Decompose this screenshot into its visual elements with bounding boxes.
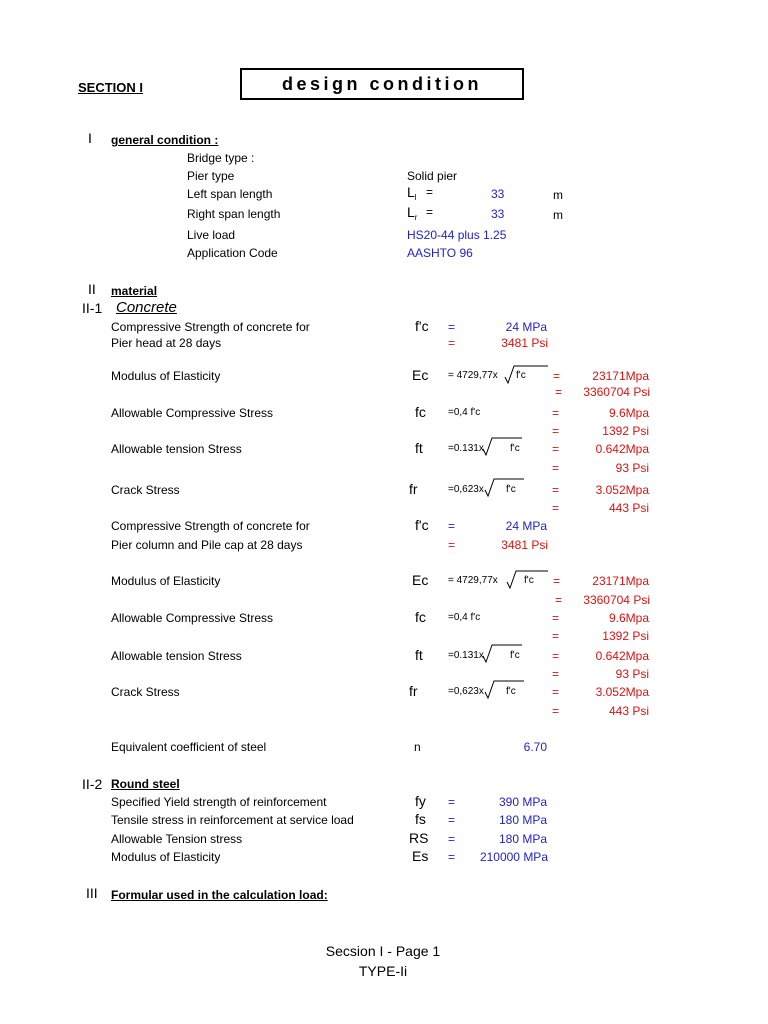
b2-ec-value-mpa: 23171Mpa [592,574,649,588]
b1-acs-formula: =0,4 f'c [448,407,481,418]
section-roman-3: III [86,885,98,901]
page-title: design condition [240,68,524,100]
b1-ats-value-psi: 93 Psi [615,461,649,475]
b2-fc-value-psi: 3481 Psi [501,538,548,552]
b2-fc-eq-1: = [448,519,456,533]
rs-value: 180 MPa [498,832,547,846]
b1-ats-eq-1: = [552,442,560,456]
b2-acs-label: Allowable Compressive Stress [111,611,274,625]
right-span-label: Right span length [187,207,281,221]
b1-ats-label: Allowable tension Stress [111,442,242,456]
b1-fc-symbol: f'c [415,318,429,334]
section-label: SECTION I [78,80,144,95]
left-span-unit: m [553,188,563,202]
left-span-label: Left span length [187,187,273,201]
b2-acs-eq-1: = [552,611,560,625]
b2-ats-label: Allowable tension Stress [111,649,242,663]
left-span-value: 33 [491,187,505,201]
b1-cs-sqrt-icon [484,477,524,499]
rs-label: Allowable Tension stress [111,832,243,846]
fs-symbol: fs [415,811,426,827]
b1-fc-label-1: Compressive Strength of concrete for [111,320,310,334]
b2-ec-label: Modulus of Elasticity [111,574,221,588]
b2-ec-eq-1: = [553,574,561,588]
b2-ats-symbol: ft [415,647,423,663]
app-code-value: AASHTO 96 [407,246,473,260]
app-code-label: Application Code [187,246,278,260]
b1-ec-sqrt-icon [504,364,548,386]
equiv-coef-value: 6.70 [523,740,547,754]
fy-symbol: fy [415,793,426,809]
b1-fc-label-2: Pier head at 28 days [111,336,222,350]
b1-acs-eq-1: = [552,406,560,420]
b1-ec-symbol: Ec [412,367,429,383]
b2-fc-label-2: Pier column and Pile cap at 28 days [111,538,303,552]
b1-cs-value-psi: 443 Psi [608,501,649,515]
equiv-coef-label: Equivalent coefficient of steel [111,740,267,754]
section-roman-2: II [88,281,96,297]
bridge-type-label: Bridge type : [187,151,255,165]
fy-value: 390 MPa [498,795,547,809]
b2-fc-symbol: f'c [415,517,429,533]
b1-fc-value-psi: 3481 Psi [501,336,548,350]
b2-acs-formula: =0,4 f'c [448,612,481,623]
live-load-value: HS20-44 plus 1.25 [407,228,507,242]
b1-cs-value-mpa: 3.052Mpa [595,483,649,497]
footer-type: TYPE-Ii [358,963,408,979]
b2-cs-formula: =0,623x [448,686,484,697]
b2-fc-eq-2: = [448,538,456,552]
b2-ec-root: f'c [524,575,534,586]
b1-ec-value-psi: 3360704 Psi [583,385,650,399]
b2-fc-label-1: Compressive Strength of concrete for [111,519,310,533]
b1-ec-eq-1: = [553,369,561,383]
material-heading: material [111,284,158,298]
rs-symbol: RS [409,830,429,846]
right-span-symbol: $L_r$ [407,204,418,222]
general-condition-heading: general condition : [111,133,219,147]
b1-cs-root: f'c [506,484,516,495]
b1-acs-eq-2: = [552,424,560,438]
b1-cs-eq-2: = [552,501,560,515]
b2-fc-value-mpa: 24 MPa [505,519,547,533]
b1-ec-eq-2: = [555,385,563,399]
es-eq: = [448,850,456,864]
b2-cs-symbol: fr [409,683,418,699]
b2-cs-label: Crack Stress [111,685,180,699]
b2-ats-root: f'c [510,650,520,661]
b1-ec-value-mpa: 23171Mpa [592,369,649,383]
b1-acs-value-mpa: 9.6Mpa [608,406,649,420]
b2-cs-value-psi: 443 Psi [608,704,649,718]
b1-ec-formula: = 4729,77x [448,370,498,381]
fs-value: 180 MPa [498,813,547,827]
b2-acs-value-mpa: 9.6Mpa [608,611,649,625]
es-label: Modulus of Elasticity [111,850,221,864]
b1-cs-formula: =0,623x [448,484,484,495]
b1-ec-label: Modulus of Elasticity [111,369,221,383]
b2-acs-value-psi: 1392 Psi [602,629,649,643]
pier-type-value: Solid pier [407,169,458,183]
left-span-symbol: $L_l$ [407,184,417,202]
subsection-number-1: II-1 [82,300,103,316]
b2-cs-sqrt-icon [484,679,524,701]
fs-label: Tensile stress in reinforcement at service load [111,813,354,827]
b1-ats-formula: =0.131x [448,443,484,454]
b1-cs-eq-1: = [552,483,560,497]
live-load-label: Live load [187,228,236,242]
b2-ats-eq-2: = [552,667,560,681]
b1-fc-value-mpa: 24 MPa [505,320,547,334]
b2-ec-formula: = 4729,77x [448,575,498,586]
footer-page: Secsion I - Page 1 [325,943,441,959]
b1-cs-symbol: fr [409,481,418,497]
b2-acs-symbol: fc [415,609,426,625]
concrete-subtitle: Concrete [116,299,177,316]
equiv-coef-symbol: n [414,740,421,754]
round-steel-subtitle: Round steel [111,777,180,791]
rs-eq: = [448,832,456,846]
right-span-eq: = [426,205,434,219]
b2-acs-eq-2: = [552,629,560,643]
b1-fc-eq-2: = [448,336,456,350]
b1-acs-label: Allowable Compressive Stress [111,406,274,420]
b1-ats-root: f'c [510,443,520,454]
b1-fc-eq-1: = [448,320,456,334]
b1-ec-root: f'c [516,370,526,381]
fy-label: Specified Yield strength of reinforcement [111,795,327,809]
b1-ats-value-mpa: 0.642Mpa [595,442,649,456]
b2-cs-eq-1: = [552,685,560,699]
b2-ec-eq-2: = [555,593,563,607]
b1-ats-symbol: ft [415,440,423,456]
b2-ats-eq-1: = [552,649,560,663]
b2-ec-value-psi: 3360704 Psi [583,593,650,607]
fs-eq: = [448,813,456,827]
right-span-unit: m [553,208,563,222]
b1-acs-value-psi: 1392 Psi [602,424,649,438]
fy-eq: = [448,795,456,809]
b2-ats-formula: =0.131x [448,650,484,661]
b2-ats-value-psi: 93 Psi [615,667,649,681]
formula-heading: Formular used in the calculation load: [111,888,328,902]
b1-acs-symbol: fc [415,404,426,420]
b2-cs-eq-2: = [552,704,560,718]
left-span-eq: = [426,185,434,199]
b1-cs-label: Crack Stress [111,483,180,497]
b2-ec-symbol: Ec [412,572,429,588]
section-roman-1: I [88,130,92,146]
es-value: 210000 MPa [479,850,548,864]
es-symbol: Es [412,848,429,864]
b1-ats-eq-2: = [552,461,560,475]
b2-cs-value-mpa: 3.052Mpa [595,685,649,699]
subsection-number-2: II-2 [82,776,103,792]
b2-ats-value-mpa: 0.642Mpa [595,649,649,663]
b2-cs-root: f'c [506,686,516,697]
right-span-value: 33 [491,207,505,221]
pier-type-label: Pier type [187,169,235,183]
